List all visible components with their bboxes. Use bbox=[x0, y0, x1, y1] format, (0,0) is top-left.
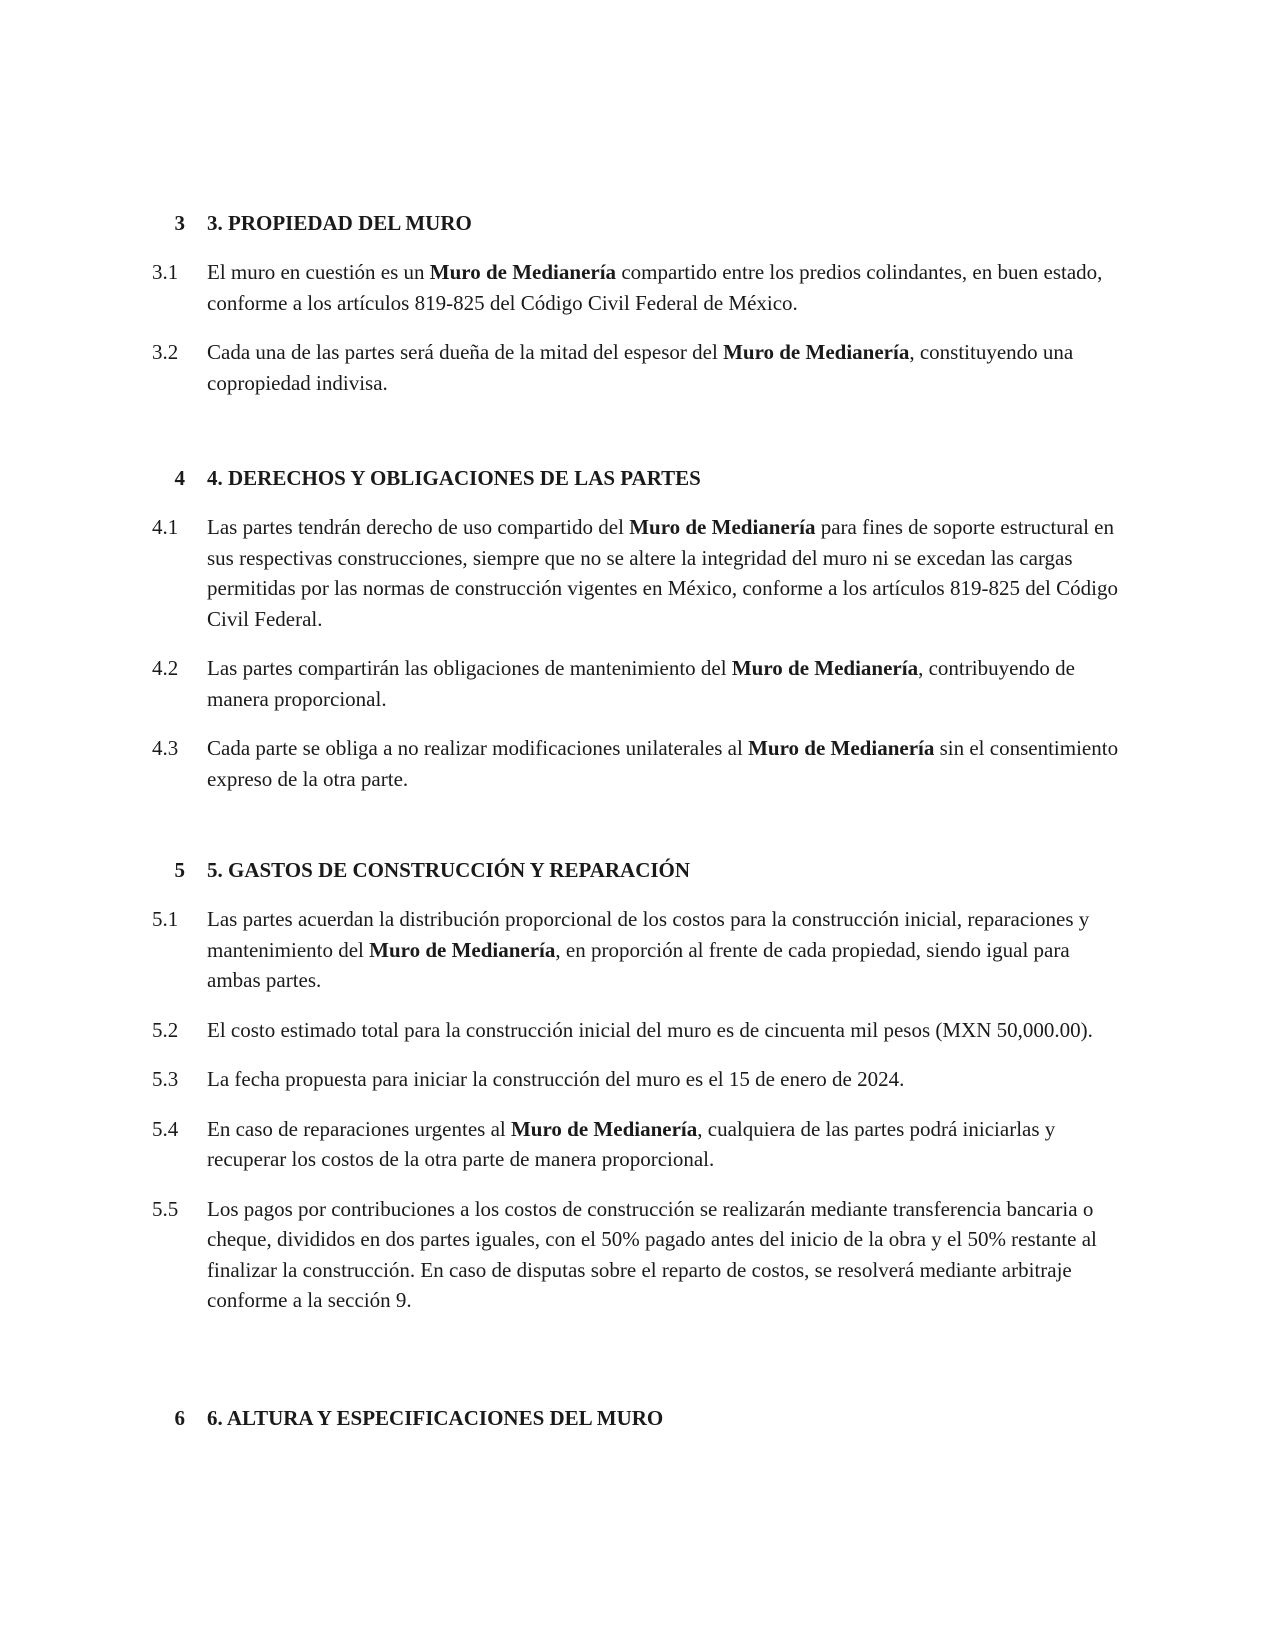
clause-5-3 bbox=[140, 1064, 1130, 1095]
clause-3-2 bbox=[140, 337, 1130, 398]
defined-term: Muro de Medianería bbox=[629, 515, 816, 539]
clause-number: 4.2 bbox=[152, 656, 179, 680]
defined-term: Muro de Medianería bbox=[748, 736, 935, 760]
clause-number: 3.1 bbox=[152, 260, 179, 284]
section-title: 6. ALTURA Y ESPECIFICACIONES DEL MURO bbox=[207, 1406, 664, 1430]
section-heading bbox=[140, 855, 1130, 885]
section-heading bbox=[140, 208, 1130, 238]
section-number: 3 bbox=[174, 211, 185, 235]
section-5 bbox=[140, 855, 1130, 1316]
defined-term: Muro de Medianería bbox=[510, 1116, 698, 1141]
clause-text: Cada parte se obliga a no realizar modificaciones unilaterales al Muro de Medianería sin el consentimiento expreso de la otra parte. bbox=[207, 736, 1119, 791]
section-3 bbox=[140, 208, 1130, 398]
clause-4-2 bbox=[140, 653, 1130, 714]
clause-4-1 bbox=[140, 512, 1130, 634]
clause-number: 4.3 bbox=[152, 736, 179, 760]
clause-text: El costo estimado total para la construcción inicial del muro es de cincuenta mil pesos (MXN 50,000.00). bbox=[207, 1017, 1093, 1042]
clause-number: 4.1 bbox=[152, 515, 179, 539]
clause-text: El muro en cuestión es un Muro de Medianería compartido entre los predios colindantes, en buen estado, conforme a los artículos 819-825 del Código Civil Federal de México. bbox=[207, 260, 1103, 315]
section-title: 5. GASTOS DE CONSTRUCCIÓN Y REPARACIÓN bbox=[207, 858, 691, 882]
clause-number: 5.2 bbox=[152, 1017, 179, 1042]
clause-text: Los pagos por contribuciones a los costos de construcción se realizarán mediante transferencia bancaria o cheque, divididos en dos partes iguales, con el 50% pagado antes del inicio de la obra y el 50% restante al finalizar la construcción. En caso de disputas sobre el reparto de costos, se resolverá mediante arbitraje conforme a la sección 9. bbox=[207, 1196, 1097, 1312]
section-6 bbox=[140, 1403, 1130, 1433]
clause-4-3 bbox=[140, 733, 1130, 794]
clause-3-1 bbox=[140, 257, 1130, 318]
clause-text: La fecha propuesta para iniciar la construcción del muro es el 15 de enero de 2024. bbox=[207, 1067, 905, 1091]
section-number: 5 bbox=[174, 858, 185, 882]
clause-text: Las partes compartirán las obligaciones de mantenimiento del Muro de Medianería, contribuyendo de manera proporcional. bbox=[207, 656, 1075, 711]
defined-term: Muro de Medianería bbox=[369, 937, 556, 962]
section-4 bbox=[140, 463, 1130, 794]
section-number: 6 bbox=[174, 1406, 185, 1430]
clause-number: 5.5 bbox=[152, 1196, 179, 1221]
clause-5-5 bbox=[140, 1194, 1130, 1316]
clause-text: Las partes acuerdan la distribución proporcional de los costos para la construcción inicial, reparaciones y mantenimiento del Muro de Medianería, en proporción al frente de cada propiedad, siendo igual para ambas partes. bbox=[207, 907, 1090, 992]
section-heading bbox=[140, 1403, 1130, 1433]
clause-text: En caso de reparaciones urgentes al Muro de Medianería, cualquiera de las partes podrá iniciarlas y recuperar los costos de la otra parte de manera proporcional. bbox=[207, 1116, 1056, 1171]
defined-term: Muro de Medianería bbox=[723, 340, 910, 364]
clause-5-2 bbox=[140, 1015, 1130, 1046]
clause-number: 3.2 bbox=[152, 340, 179, 364]
clause-text: Las partes tendrán derecho de uso compartido del Muro de Medianería para fines de soporte estructural en sus respectivas construcciones, siempre que no se altere la integridad del muro ni se excedan las cargas permitidas por las normas de construcción vigentes en México, conforme a los artículos 819-825 del Código Civil Federal. bbox=[207, 515, 1118, 631]
clause-text: Cada una de las partes será dueña de la mitad del espesor del Muro de Medianería, constituyendo una copropiedad indivisa. bbox=[207, 340, 1074, 395]
section-number: 4 bbox=[174, 466, 185, 490]
section-title: 3. PROPIEDAD DEL MURO bbox=[207, 211, 472, 235]
clause-number: 5.1 bbox=[152, 907, 179, 931]
clause-5-4 bbox=[140, 1114, 1130, 1175]
section-heading bbox=[140, 463, 1130, 493]
clause-number: 5.3 bbox=[152, 1067, 179, 1091]
section-title: 4. DERECHOS Y OBLIGACIONES DE LAS PARTES bbox=[207, 466, 701, 490]
defined-term: Muro de Medianería bbox=[731, 656, 919, 680]
clause-number: 5.4 bbox=[152, 1116, 179, 1141]
defined-term: Muro de Medianería bbox=[429, 260, 617, 284]
clause-5-1 bbox=[140, 904, 1130, 996]
